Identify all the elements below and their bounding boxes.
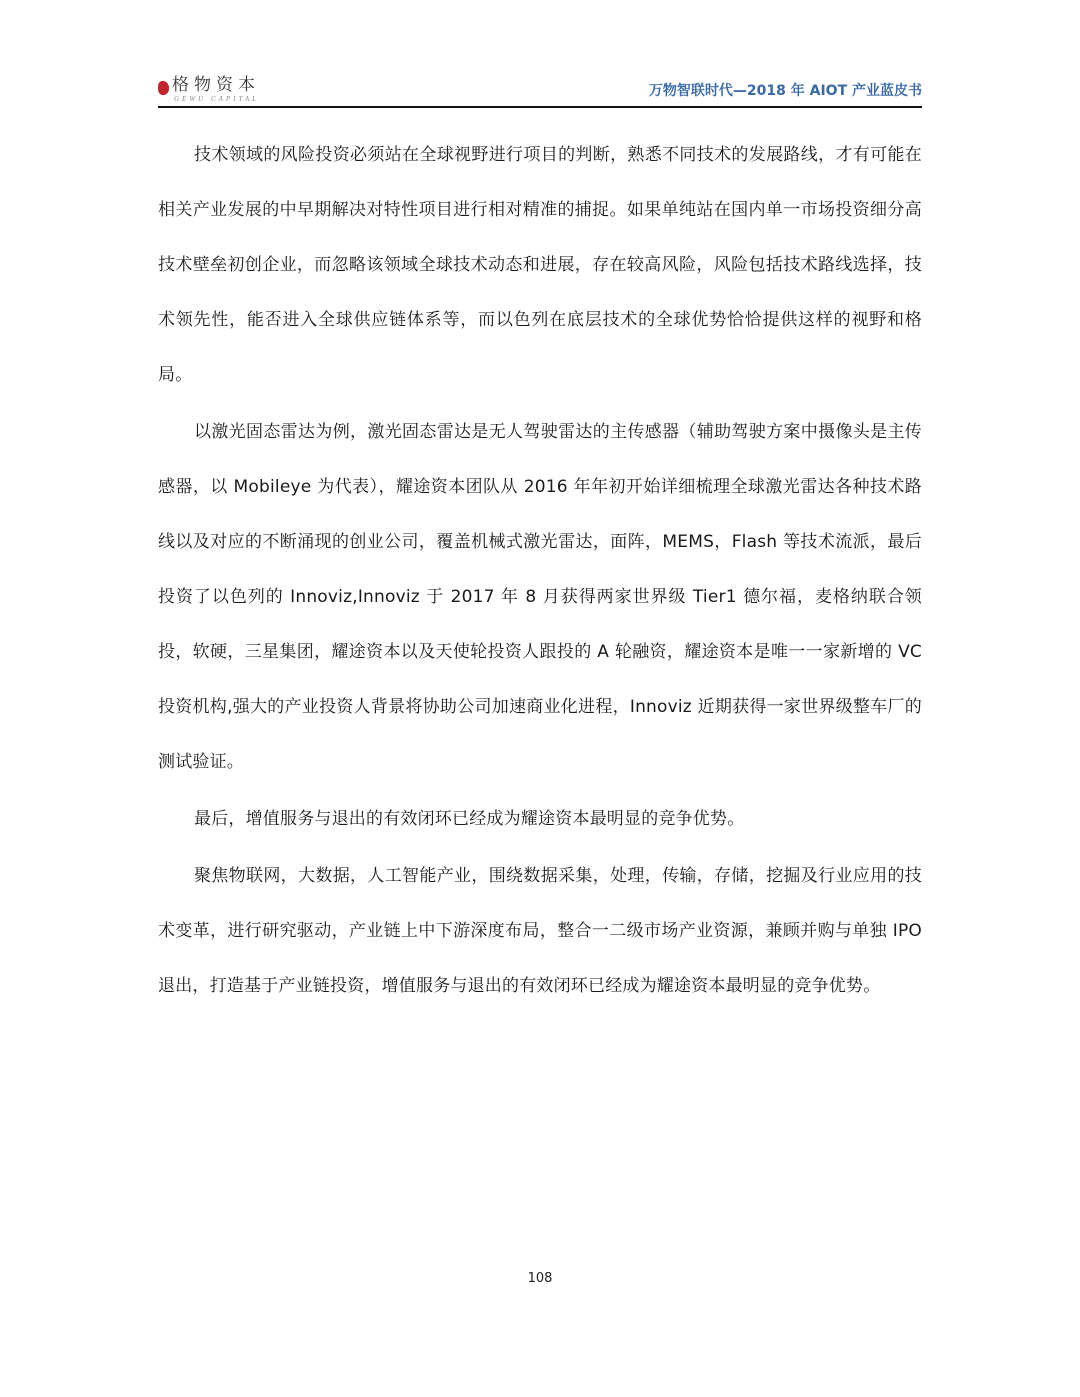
page-header	[158, 72, 922, 108]
page-number: 108	[527, 1271, 553, 1286]
paragraph-lidar-example: 以激光固态雷达为例，激光固态雷达是无人驾驶雷达的主传感器（辅助驾驶方案中摄像头是主传感器，以 Mobileye 为代表），耀途资本团队从 2016 年年初开始详细梳理全球激光雷达各种技术路线以及对应的不断涌现的创业公司，覆盖机械式激光雷达，面阵，MEMS，Flash 等技术流派，最后投资了以色列的 Innoviz,Innoviz 于 2017 年 8 月获得两家世界级 Tier1 德尔福，麦格纳联合领投，软硬，三星集团，耀途资本以及天使轮投资人跟投的 A 轮融资，耀途资本是唯一一家新增的 VC 投资机构,强大的产业投资人背景将协助公司加速商业化进程，Innoviz 近期获得一家世界级整车厂的测试验证。	[158, 422, 922, 772]
logo	[158, 76, 260, 104]
document-title: 万物智联时代—2018 年 AIOT 产业蓝皮书	[648, 83, 922, 99]
logo-mark-icon	[158, 81, 169, 95]
paragraph-focus-areas: 聚焦物联网，大数据，人工智能产业，围绕数据采集，处理，传输，存储，挖掘及行业应用的技术变革，进行研究驱动，产业链上中下游深度布局，整合一二级市场产业资源，兼顾并购与单独 IPO 退出，打造基于产业链投资，增值服务与退出的有效闭环已经成为耀途资本最明显的竞争优势。	[158, 866, 922, 996]
paragraph-competitive-advantage: 最后，增值服务与退出的有效闭环已经成为耀途资本最明显的竞争优势。	[194, 809, 745, 829]
page-body	[158, 128, 922, 1016]
logo-subtitle: GEWU CAPITAL	[174, 95, 260, 103]
logo-name: 格物资本	[172, 75, 260, 95]
paragraph-global-vision: 技术领域的风险投资必须站在全球视野进行项目的判断，熟悉不同技术的发展路线，才有可能在相关产业发展的中早期解决对特性项目进行相对精准的捕捉。如果单纯站在国内单一市场投资细分高技术壁垒初创企业，而忽略该领域全球技术动态和进展，存在较高风险，风险包括技术路线选择，技术领先性，能否进入全球供应链体系等，而以色列在底层技术的全球优势恰恰提供这样的视野和格局。	[158, 145, 922, 385]
